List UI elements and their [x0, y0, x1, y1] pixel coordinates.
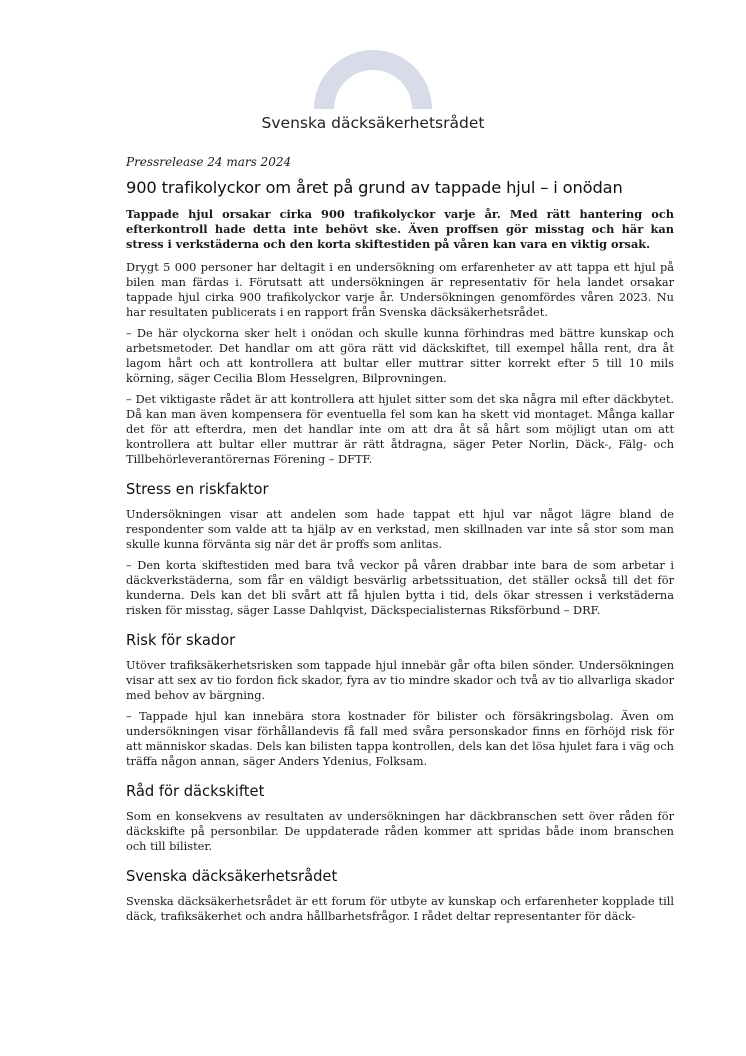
section-heading: Risk för skador — [126, 632, 236, 649]
quote-paragraph: – Den korta skiftestiden med bara två veckor på våren drabbar inte bara de som arbetar i däckverkstäderna, som får en väldigt besvärlig arbetssituation, det ställer också till det för kunderna. Dels kan det bli svårt att få hjulen bytta i tid, dels ökar stressen i verkstäderna risken för misstag, säger Lasse Dahlqvist, Däckspecialisternas Riksförbund – DRF. — [126, 558, 674, 617]
body-paragraph: Drygt 5 000 personer har deltagit i en undersökning om erfarenheter av att tappa ett hjul på bilen man färdas i. Förutsatt att undersökningen är representativ för hela landet orsakar tappade hjul cirka 900 trafikolyckor varje år. Undersökningen genomfördes våren 2023. Nu har resultaten publicerats i en rapport från Svenska däcksäkerhetsrådet. — [126, 260, 674, 319]
dateline: Pressrelease 24 mars 2024 — [126, 155, 292, 169]
body-paragraph: Som en konsekvens av resultaten av undersökningen har däckbranschen sett över råden för däckskifte på personbilar. De uppdaterade råden kommer att spridas både inom branschen och till bilister. — [126, 809, 674, 853]
section-heading: Råd för däckskiftet — [126, 783, 265, 800]
section-heading: Svenska däcksäkerhetsrådet — [126, 868, 338, 885]
release-title: 900 trafikolyckor om året på grund av tappade hjul – i onödan — [126, 178, 623, 197]
quote-paragraph: – De här olyckorna sker helt i onödan och skulle kunna förhindras med bättre kunskap och arbetsmetoder. Det handlar om att göra rätt vid däckskiftet, till exempel hålla rent, dra åt lagom hårt och att kontrollera att bultar eller muttrar sitter korrekt efter 5 till 10 mils körning, säger Cecilia Blom Hesselgren, Bilprovningen. — [126, 326, 674, 385]
organization-name: Svenska däcksäkerhetsrådet — [261, 114, 485, 132]
section-heading: Stress en riskfaktor — [126, 481, 269, 498]
press-release — [126, 155, 674, 930]
body-paragraph: Svenska däcksäkerhetsrådet är ett forum för utbyte av kunskap och erfarenheter kopplade till däck, trafiksäkerhet och andra hållbarhetsfrågor. I rådet deltar representanter för däck- — [126, 894, 674, 923]
quote-paragraph: – Det viktigaste rådet är att kontrollera att hjulet sitter som det ska några mil efter däckbytet. Då kan man även kompensera för eventuella fel som kan ha skett vid montaget. Många kallar det för att efterdra, men det handlar inte om att dra åt så hårt som möjligt utan om att kontrollera att bultar eller muttrar är rätt åtdragna, säger Peter Norlin, Däck-, Fälg- och Tillbehörleverantörernas Förening – DFTF. — [126, 392, 674, 466]
body-paragraph: Utöver trafiksäkerhetsrisken som tappade hjul innebär går ofta bilen sönder. Undersökningen visar att sex av tio fordon fick skador, fyra av tio mindre skador och två av tio allvarliga skador med behov av bärgning. — [126, 658, 674, 702]
lead-paragraph: Tappade hjul orsakar cirka 900 trafikolyckor varje år. Med rätt hantering och efterkontroll hade detta inte behövt ske. Även proffsen gör misstag och här kan stress i verkstäderna och den korta skiftestiden på våren kan vara en viktig orsak. — [126, 207, 674, 251]
quote-paragraph: – Tappade hjul kan innebära stora kostnader för bilister och försäkringsbolag. Även om undersökningen visar förhållandevis få fall med svåra personskador finns en förhöjd risk för att människor skadas. Dels kan bilisten tappa kontrollen, dels kan det lösa hjulet fara i väg och träffa någon annan, säger Anders Ydenius, Folksam. — [126, 709, 674, 768]
body-paragraph: Undersökningen visar att andelen som hade tappat ett hjul var något lägre bland de respondenter som valde att ta hjälp av en verkstad, men skillnaden var inte så stor som man skulle kunna förvänta sig när det är proffs som anlitas. — [126, 507, 674, 551]
